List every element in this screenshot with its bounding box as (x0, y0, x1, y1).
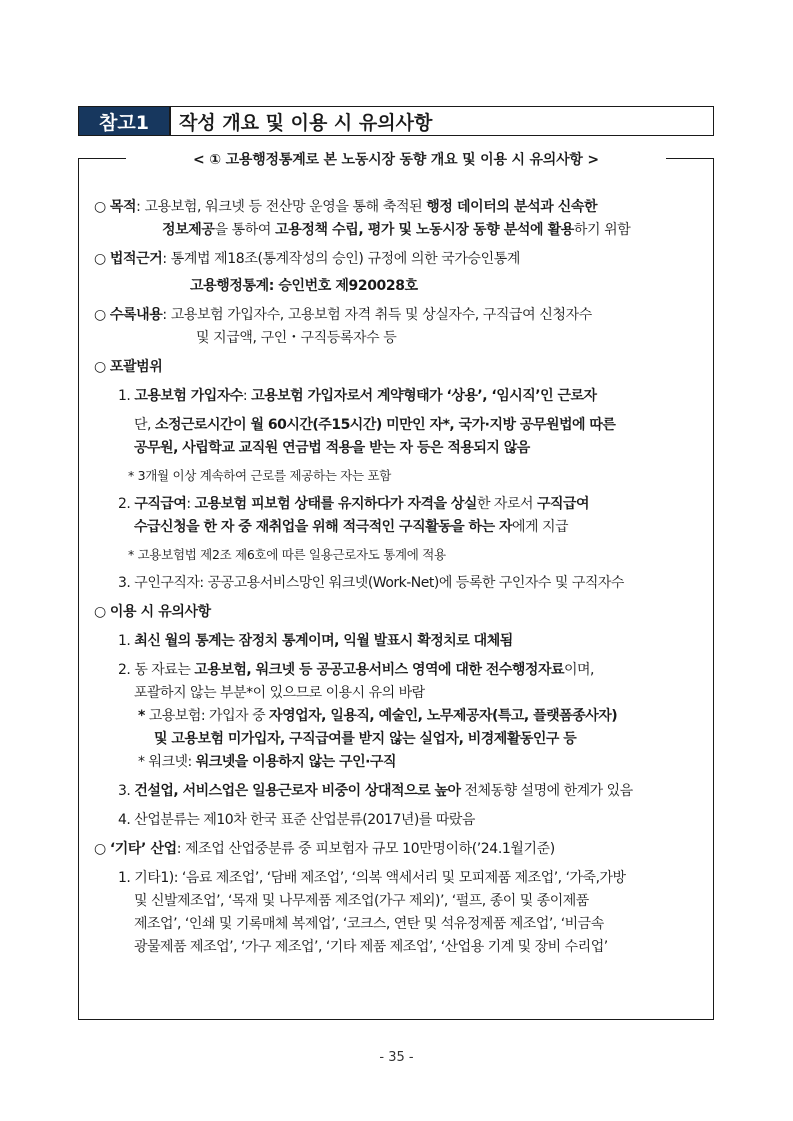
bullet-icon: ○ (94, 251, 106, 267)
section-title-bar (78, 106, 714, 136)
frame-top-line-right (666, 158, 714, 159)
caution-item-4: 4. 산업분류는 제10차 한국 표준 산업분류(2017년)를 따랐음 (118, 812, 475, 828)
bullet-icon: ○ (94, 199, 106, 215)
caution-note-1-cont: 및 고용보험 미가입자, 구직급여를 받지 않는 실업자, 비경제활동인구 등 (154, 731, 577, 747)
reference-badge: 참고1 (79, 107, 169, 135)
etc-section (94, 838, 706, 959)
etc-text: : 제조업 산업중분류 중 피보험자 규모 10만명이하(’24.1월기준) (176, 841, 555, 857)
legal-text: : 통계법 제18조(통계작성의 승인) 규정에 의한 국가승인통계 (162, 251, 520, 267)
caution-item-3: 3. 건설업, 서비스업은 일용근로자 비중이 상대적으로 높아 전체동향 설명에 한계가 있음 (118, 783, 633, 799)
approval-number: 고용행정통계: 승인번호 제920028호 (190, 278, 418, 294)
purpose-label: 목적 (109, 199, 137, 215)
etc-item-1-cont3: 광물제품 제조업’, ‘가구 제조업’, ‘기타 제품 제조업’, ‘산업용 기계 및 장비 수리업’ (134, 939, 608, 955)
scope-label: 포괄범위 (109, 359, 163, 375)
caution-item-2: 2. 동 자료는 고용보험, 워크넷 등 공공고용서비스 영역에 대한 전수행정자료이며, (118, 662, 594, 678)
etc-item-1-cont2: 제조업’, ‘인쇄 및 기록매체 복제업’, ‘코크스, 연탄 및 석유정제품 제조업’, ‘비금속 (134, 916, 604, 932)
bullet-icon: ○ (94, 307, 106, 323)
etc-label: ‘기타’ 산업 (109, 841, 177, 857)
scope-item-2: 2. 구직급여: 고용보험 피보험 상태를 유지하다가 자격을 상실한 자로서 구직급여 (118, 496, 590, 512)
scope-item-1-cont: 단, 소정근로시간이 월 60시간(주15시간) 미만인 자*, 국가·지방 공무원법에 따른 (134, 417, 616, 433)
legal-section (94, 248, 706, 298)
purpose-text: 하기 위함 (573, 222, 631, 238)
caution-label: 이용 시 유의사항 (109, 604, 211, 620)
scope-item-3: 3. 구인구직자: 공공고용서비스망인 워크넷(Work-Net)에 등록한 구인자수 및 구직자수 (118, 575, 624, 591)
content-body (94, 196, 706, 965)
page-number: - 35 - (379, 1050, 414, 1065)
bullet-icon: ○ (94, 604, 106, 620)
items-section (94, 304, 706, 350)
scope-item-1: 1. 고용보험 가입자수: 고용보험 가입자로서 계약형태가 ‘상용’, ‘임시직’인 근로자 (118, 388, 597, 404)
etc-item-1: 1. 기타1): ‘음료 제조업’, ‘담배 제조업’, ‘의복 액세서리 및 모피제품 제조업’, ‘가죽,가방 (118, 870, 626, 886)
purpose-section (94, 196, 706, 242)
scope-item-2-cont: 수급신청을 한 자 중 재취업을 위해 적극적인 구직활동을 하는 자에게 지급 (134, 519, 569, 535)
box-subtitle: < ① 고용행정통계로 본 노동시장 동향 개요 및 이용 시 유의사항 > (193, 152, 599, 168)
caution-item-2-cont: 포괄하지 않는 부분*이 있으므로 이용시 유의 바람 (134, 685, 425, 701)
purpose-text: 을 통하여 (214, 222, 276, 238)
caution-item-1: 1. 최신 월의 통계는 잠정치 통계이며, 익월 발표시 확정치로 대체됨 (118, 633, 513, 649)
purpose-text-bold: 고용정책 수립, 평가 및 노동시장 동향 분석에 활용 (275, 222, 574, 238)
purpose-text-bold: 행정 데이터의 분석과 신속한 (426, 199, 598, 215)
items-label: 수록내용 (109, 307, 163, 323)
scope-note-2: * 고용보험법 제2조 제6호에 따른 일용근로자도 통계에 적용 (128, 547, 446, 562)
scope-note-1: * 3개월 이상 계속하여 근로를 제공하는 자는 포함 (128, 468, 392, 483)
caution-note-2: * 워크넷: 워크넷을 이용하지 않는 구인·구직 (138, 754, 396, 770)
page-title: 작성 개요 및 이용 시 유의사항 (169, 107, 713, 135)
legal-label: 법적근거 (109, 251, 163, 267)
etc-item-1-cont: 및 신발제조업’, ‘목재 및 나무제품 제조업(가구 제외)’, ‘펄프, 종이 및 종이제품 (134, 893, 589, 909)
frame-top-line-left (78, 158, 126, 159)
caution-section (94, 601, 706, 832)
bullet-icon: ○ (94, 841, 106, 857)
items-text-cont: 및 지급액, 구인・구직등록자수 등 (196, 330, 397, 346)
purpose-text: : 고용보험, 워크넷 등 전산망 운영을 통해 축적된 (136, 199, 427, 215)
bullet-icon: ○ (94, 359, 106, 375)
scope-section (94, 356, 706, 595)
scope-item-1-cont2: 공무원, 사립학교 교직원 연금법 적용을 받는 자 등은 적용되지 않음 (134, 440, 530, 456)
purpose-text-bold: 정보제공 (162, 222, 215, 238)
items-text: : 고용보험 가입자수, 고용보험 자격 취득 및 상실자수, 구직급여 신청자수 (162, 307, 592, 323)
caution-note-1: * 고용보험: 가입자 중 자영업자, 일용직, 예술인, 노무제공자(특고, 플랫폼종사자) (138, 708, 618, 724)
